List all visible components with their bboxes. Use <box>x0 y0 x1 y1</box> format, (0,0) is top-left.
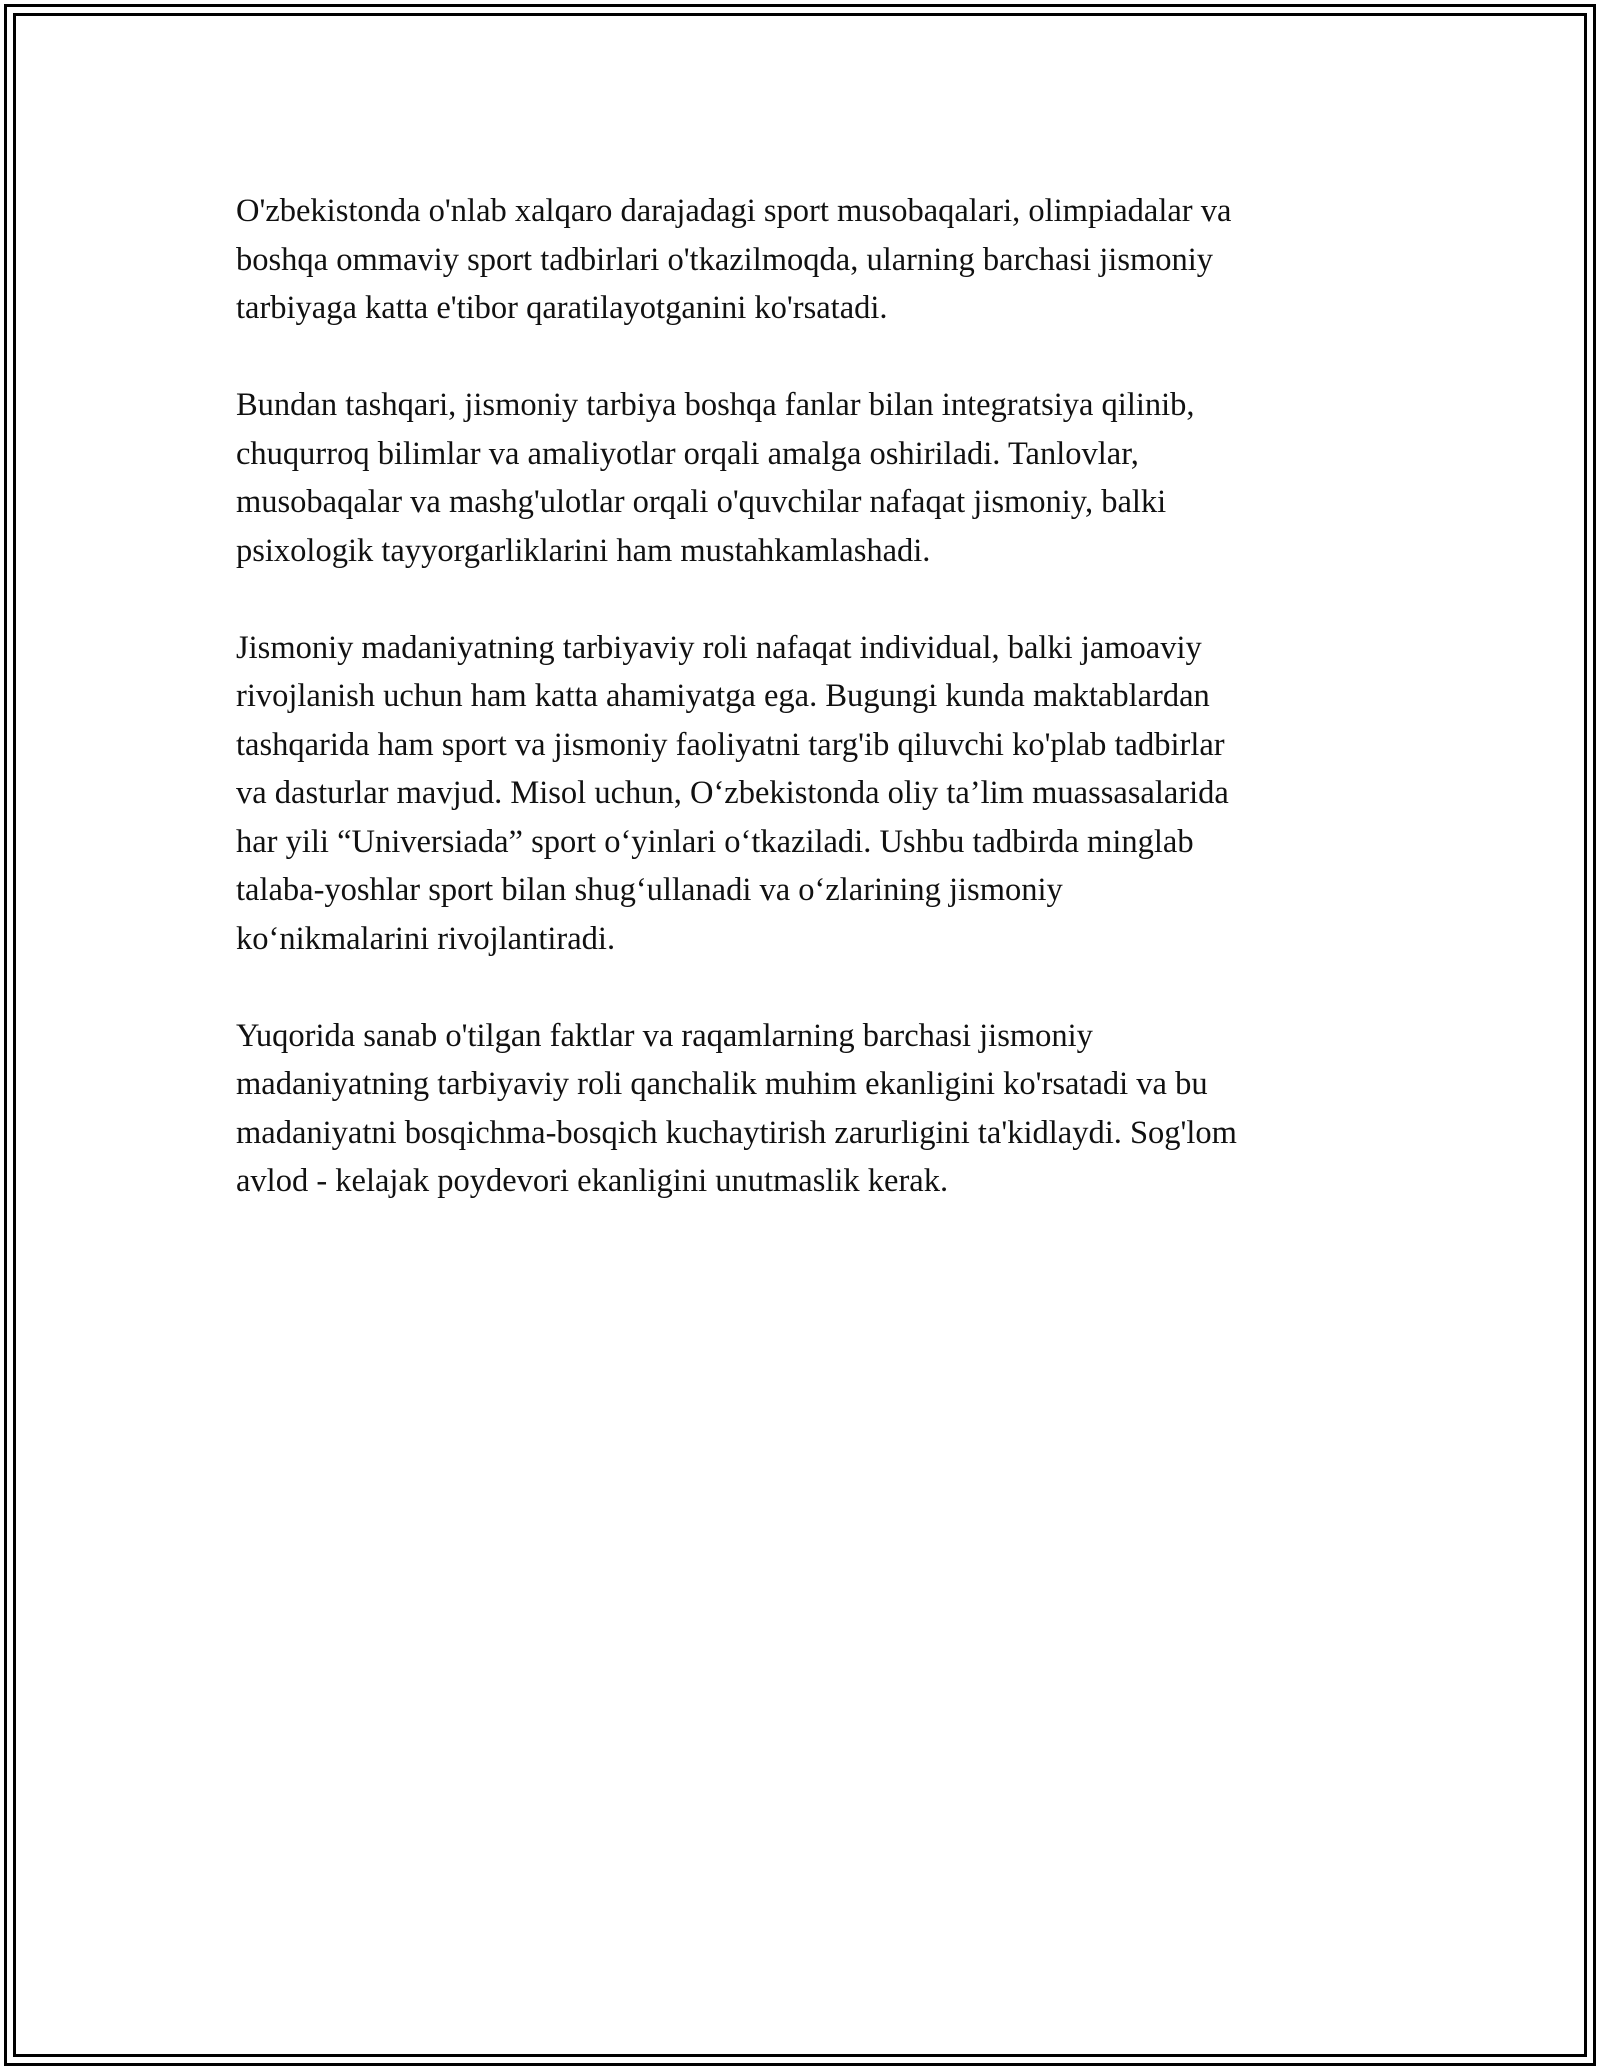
document-body <box>236 187 1396 1254</box>
text-line: chuqurroq bilimlar va amaliyotlar orqali amalga oshiriladi. Tanlovlar, <box>236 435 1139 472</box>
text-line: Jismoniy madaniyatning tarbiyaviy roli nafaqat individual, balki jamoaviy <box>236 629 1202 666</box>
text-line: O'zbekistonda o'nlab xalqaro darajadagi sport musobaqalari, olimpiadalar va <box>236 193 1232 229</box>
text-line: madaniyatni bosqichma-bosqich kuchaytirish zarurligini ta'kidlaydi. Sog'lom <box>236 1114 1237 1151</box>
paragraph-4 <box>236 1012 1396 1206</box>
text-line: har yili “Universiada” sport o‘yinlari o‘tkaziladi. Ushbu tadbirda minglab <box>236 823 1194 860</box>
text-line: boshqa ommaviy sport tadbirlari o'tkazilmoqda, ularning barchasi jismoniy <box>236 241 1214 278</box>
text-line: Bundan tashqari, jismoniy tarbiya boshqa fanlar bilan integratsiya qilinib, <box>236 387 1195 423</box>
text-line: tarbiyaga katta e'tibor qaratilayotganini ko'rsatadi. <box>236 290 888 326</box>
text-line: va dasturlar mavjud. Misol uchun, O‘zbekistonda oliy ta’lim muassasalarida <box>236 775 1229 811</box>
text-line: talaba-yoshlar sport bilan shug‘ullanadi va o‘zlarining jismoniy <box>236 872 1063 908</box>
text-line: madaniyatning tarbiyaviy roli qanchalik muhim ekanligini ko'rsatadi va bu <box>236 1066 1208 1102</box>
text-line: rivojlanish uchun ham katta ahamiyatga ega. Bugungi kunda maktablardan <box>236 678 1210 714</box>
text-line: Yuqorida sanab o'tilgan faktlar va raqamlarning barchasi jismoniy <box>236 1017 1093 1054</box>
text-line: psixologik tayyorgarliklarini ham mustahkamlashadi. <box>236 532 931 569</box>
paragraph-2 <box>236 381 1396 575</box>
text-line: ko‘nikmalarini rivojlantiradi. <box>236 920 616 957</box>
text-line: tashqarida ham sport va jismoniy faoliyatni targ'ib qiluvchi ko'plab tadbirlar <box>236 726 1225 763</box>
text-line: avlod - kelajak poydevori ekanligini unutmaslik kerak. <box>236 1163 949 1199</box>
text-line: musobaqalar va mashg'ulotlar orqali o'quvchilar nafaqat jismoniy, balki <box>236 484 1167 520</box>
paragraph-1 <box>236 187 1396 333</box>
paragraph-3 <box>236 624 1396 964</box>
